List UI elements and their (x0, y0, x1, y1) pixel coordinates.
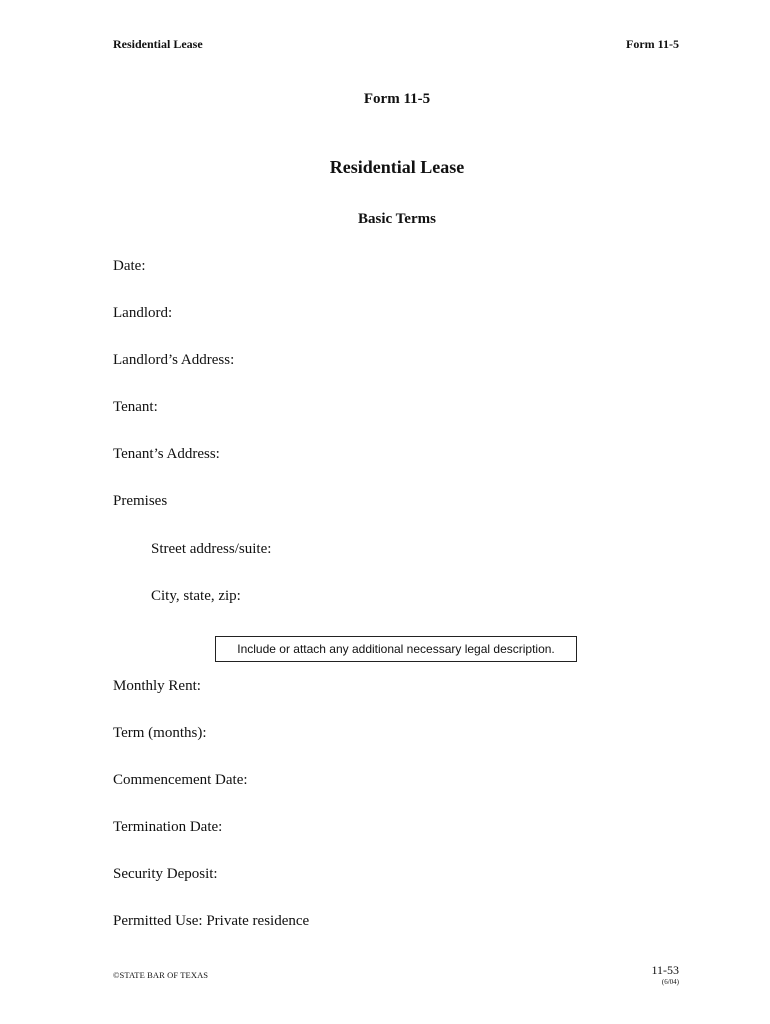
field-landlord: Landlord: (113, 305, 173, 321)
field-monthly-rent: Monthly Rent: (113, 678, 201, 694)
field-date: Date: (113, 258, 146, 274)
footer-revision-date: (6/04) (661, 978, 679, 986)
field-tenant-address: Tenant’s Address: (113, 446, 220, 462)
form-number-heading: Form 11-5 (363, 91, 431, 107)
page-header-left: Residential Lease (113, 37, 203, 51)
field-premises: Premises (113, 493, 168, 509)
field-city-state-zip: City, state, zip: (151, 588, 241, 604)
field-street-address: Street address/suite: (151, 541, 272, 557)
legal-description-note: Include or attach any additional necessary legal description. (215, 636, 577, 662)
field-permitted-use: Permitted Use: Private residence (113, 913, 310, 929)
footer-copyright: ©STATE BAR OF TEXAS (113, 970, 209, 980)
field-landlord-address: Landlord’s Address: (113, 352, 235, 368)
field-commencement-date: Commencement Date: (113, 772, 248, 788)
page-header-right: Form 11-5 (626, 37, 679, 51)
section-subtitle: Basic Terms (358, 211, 436, 227)
field-security-deposit: Security Deposit: (113, 866, 218, 882)
footer-page-number: 11-53 (651, 963, 679, 977)
field-termination-date: Termination Date: (113, 819, 223, 835)
document-title: Residential Lease (329, 157, 465, 177)
field-tenant: Tenant: (113, 399, 158, 415)
field-term-months: Term (months): (113, 725, 207, 741)
